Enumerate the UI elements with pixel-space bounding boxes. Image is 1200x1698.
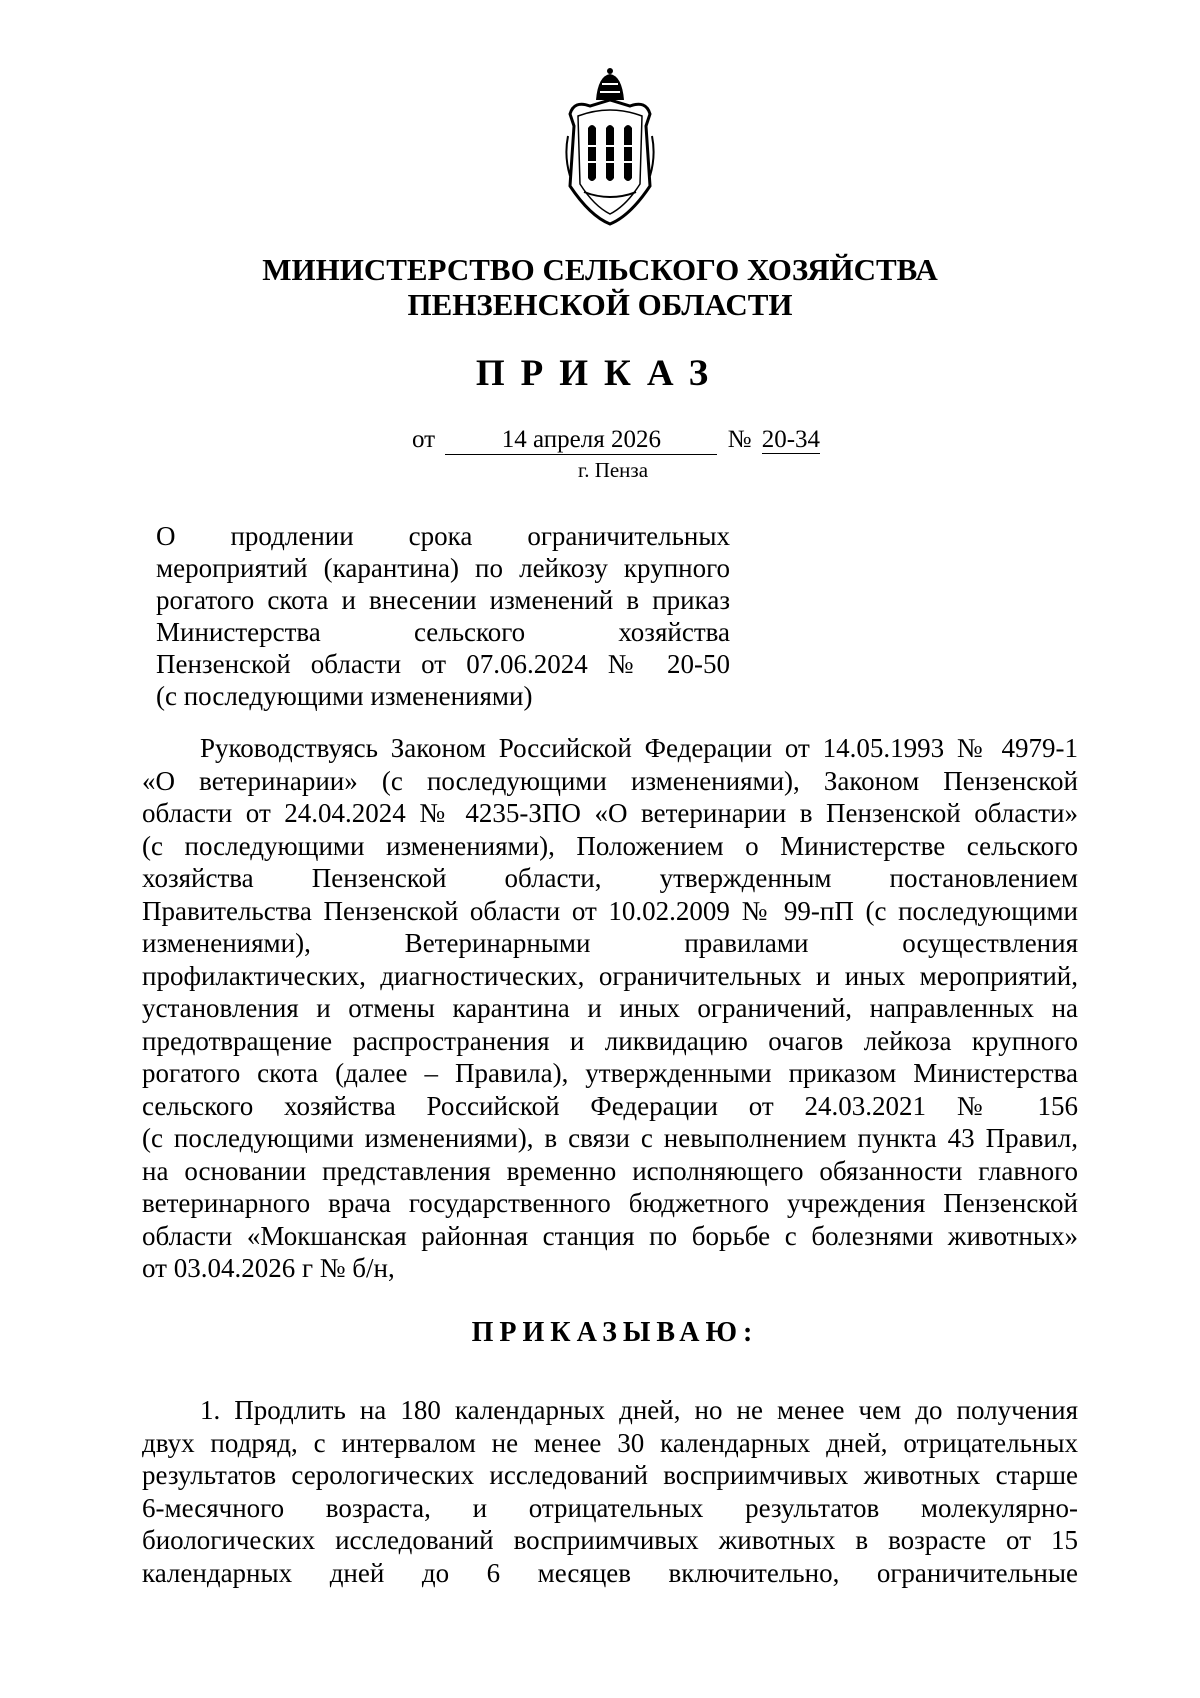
preamble-line: «О ветеринарии» (с последующими изменениями), Законом Пензенской: [142, 765, 1078, 796]
subject-line: О продлении срока ограничительных: [156, 521, 730, 551]
order-subject: [156, 520, 730, 712]
preamble-line: установления и отмены карантина и иных ограничений, направленных на: [142, 993, 1078, 1023]
ministry-name: [0, 252, 1200, 322]
preamble-line: Правительства Пензенской области от 10.02.2009 № 99-пП (с последующими: [142, 895, 1078, 926]
preamble-line: области «Мокшанская районная станция по борьбе с болезнями животных»: [142, 1220, 1078, 1251]
city-label: г. Пенза: [577, 458, 649, 482]
preamble-line: (с последующими изменениями), в связи с невыполнением пункта 43 Правил,: [142, 1123, 1078, 1153]
preamble-line: (с последующими изменениями), Положением о Министерстве сельского: [142, 830, 1078, 861]
date-number-line: [412, 426, 820, 455]
preamble-line: области от 24.04.2024 № 4235-ЗПО «О ветеринарии в Пензенской области»: [142, 798, 1078, 828]
subject-line: Пензенской области от 07.06.2024 № 20-50: [156, 649, 730, 679]
item-1-paragraph: [142, 1394, 1078, 1589]
order-date: 14 апреля 2026: [445, 426, 717, 455]
decree-heading: ПРИКАЗЫВАЮ:: [471, 1317, 759, 1348]
date-prefix: от: [412, 426, 436, 453]
item-1-line: календарных дней до 6 месяцев включительно, ограничительные: [142, 1557, 1078, 1588]
subject-line: мероприятий (карантина) по лейкозу крупного: [156, 553, 730, 583]
subject-line: рогатого скота и внесении изменений в приказ: [156, 585, 730, 615]
ministry-line-1: МИНИСТЕРСТВО СЕЛЬСКОГО ХОЗЯЙСТВА: [262, 252, 938, 287]
item-1-line: результатов серологических исследований восприимчивых животных старше: [142, 1460, 1078, 1490]
item-1-line: биологических исследований восприимчивых животных в возрасте от 15: [142, 1525, 1078, 1555]
preamble-paragraph: [142, 732, 1078, 1285]
preamble-line: хозяйства Пензенской области, утвержденным постановлением: [142, 863, 1078, 893]
document-type-title: ПРИКАЗ: [475, 353, 725, 394]
subject-line: Министерства сельского хозяйства: [156, 617, 730, 647]
item-1-line: 6-месячного возраста, и отрицательных результатов молекулярно-: [142, 1492, 1078, 1523]
order-number: 20-34: [761, 426, 821, 453]
coat-of-arms-emblem: [560, 66, 660, 226]
item-1-line: двух подряд, с интервалом не менее 30 календарных дней, отрицательных: [142, 1427, 1078, 1458]
number-prefix: №: [727, 426, 752, 453]
ministry-line-2: ПЕНЗЕНСКОЙ ОБЛАСТИ: [407, 287, 793, 322]
preamble-line: ветеринарного врача государственного бюджетного учреждения Пензенской: [142, 1188, 1078, 1218]
preamble-line: предотвращение распространения и ликвидацию очагов лейкоза крупного: [142, 1025, 1078, 1056]
preamble-line: профилактических, диагностических, ограничительных и иных мероприятий,: [142, 960, 1078, 991]
preamble-line: сельского хозяйства Российской Федерации от 24.03.2021 № 156: [142, 1090, 1078, 1121]
preamble-line: рогатого скота (далее – Правила), утвержденными приказом Министерства: [142, 1058, 1078, 1088]
item-1-line: 1. Продлить на 180 календарных дней, но не менее чем до получения: [200, 1395, 1078, 1425]
preamble-line: Руководствуясь Законом Российской Федерации от 14.05.1993 № 4979-1: [200, 733, 1078, 763]
preamble-line: на основании представления временно исполняющего обязанности главного: [142, 1155, 1078, 1186]
preamble-line: изменениями), Ветеринарными правилами осуществления: [142, 928, 1078, 958]
subject-line: (с последующими изменениями): [156, 681, 533, 711]
preamble-line: от 03.04.2026 г № б/н,: [142, 1253, 395, 1283]
